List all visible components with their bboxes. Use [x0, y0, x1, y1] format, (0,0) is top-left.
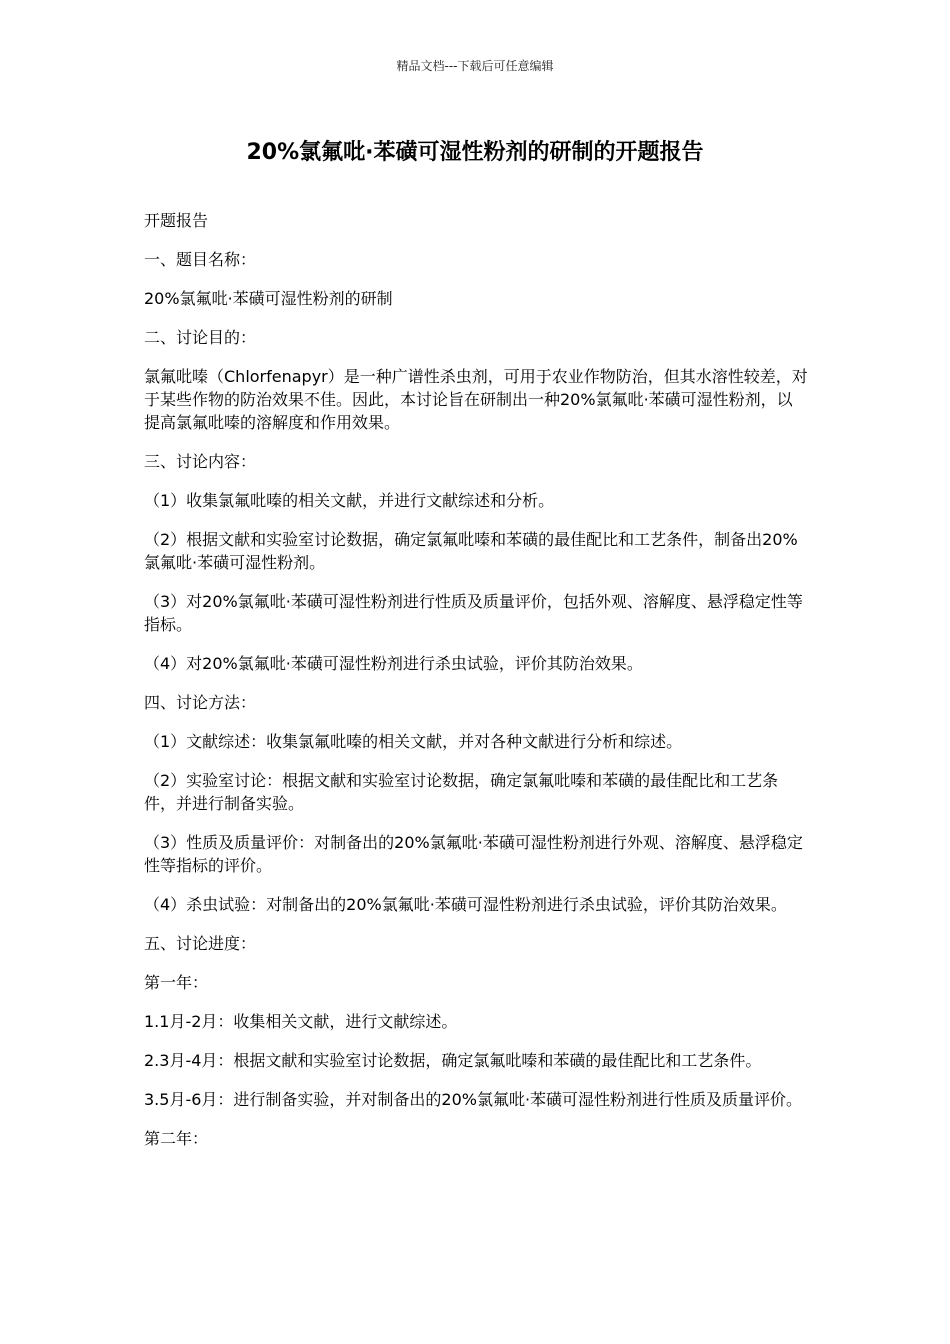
paragraph-content-item-3: （3）对20%氯氟吡·苯磺可湿性粉剂进行性质及质量评价，包括外观、溶解度、悬浮稳定性等指标。 [144, 592, 803, 634]
paragraph-year-two: 第二年： [144, 1129, 209, 1148]
document-body [144, 209, 808, 1166]
paragraph-content-item-2: （2）根据文献和实验室讨论数据，确定氯氟吡嗪和苯磺的最佳配比和工艺条件，制备出20%氯氟吡·苯磺可湿性粉剂。 [144, 530, 798, 572]
section-heading-topic: 一、题目名称： [144, 250, 257, 269]
paragraph-purpose: 氯氟吡嗪（Chlorfenapyr）是一种广谱性杀虫剂，可用于农业作物防治，但其水溶性较差，对于某些作物的防治效果不佳。因此，本讨论旨在研制出一种20%氯氟吡·苯磺可湿性粉剂，以提高氯氟吡嗪的溶解度和作用效果。 [144, 367, 808, 432]
section-heading-schedule: 五、讨论进度： [144, 934, 257, 953]
paragraph-report-label: 开题报告 [144, 211, 209, 230]
section-heading-methods: 四、讨论方法： [144, 693, 257, 712]
paragraph-method-item-2: （2）实验室讨论：根据文献和实验室讨论数据，确定氯氟吡嗪和苯磺的最佳配比和工艺条件，并进行制备实验。 [144, 771, 779, 813]
paragraph-topic-name: 20%氯氟吡·苯磺可湿性粉剂的研制 [144, 289, 393, 308]
paragraph-method-item-4: （4）杀虫试验：对制备出的20%氯氟吡·苯磺可湿性粉剂进行杀虫试验，评价其防治效果。 [144, 895, 787, 914]
page-header: 精品文档---下载后可任意编辑 [396, 59, 554, 73]
document-title: 20%氯氟吡·苯磺可湿性粉剂的研制的开题报告 [246, 140, 704, 165]
paragraph-year-one: 第一年： [144, 973, 209, 992]
paragraph-schedule-item-2: 2.3月-4月：根据文献和实验室讨论数据，确定氯氟吡嗪和苯磺的最佳配比和工艺条件。 [144, 1051, 762, 1070]
paragraph-method-item-3: （3）性质及质量评价：对制备出的20%氯氟吡·苯磺可湿性粉剂进行外观、溶解度、悬浮稳定性等指标的评价。 [144, 833, 803, 875]
paragraph-content-item-1: （1）收集氯氟吡嗪的相关文献，并进行文献综述和分析。 [144, 491, 555, 510]
section-heading-purpose: 二、讨论目的： [144, 328, 257, 347]
paragraph-content-item-4: （4）对20%氯氟吡·苯磺可湿性粉剂进行杀虫试验，评价其防治效果。 [144, 654, 643, 673]
paragraph-schedule-item-1: 1.1月-2月：收集相关文献，进行文献综述。 [144, 1012, 458, 1031]
paragraph-schedule-item-3: 3.5月-6月：进行制备实验，并对制备出的20%氯氟吡·苯磺可湿性粉剂进行性质及质量评价。 [144, 1090, 803, 1109]
paragraph-method-item-1: （1）文献综述：收集氯氟吡嗪的相关文献，并对各种文献进行分析和综述。 [144, 732, 683, 751]
section-heading-content: 三、讨论内容： [144, 452, 257, 471]
